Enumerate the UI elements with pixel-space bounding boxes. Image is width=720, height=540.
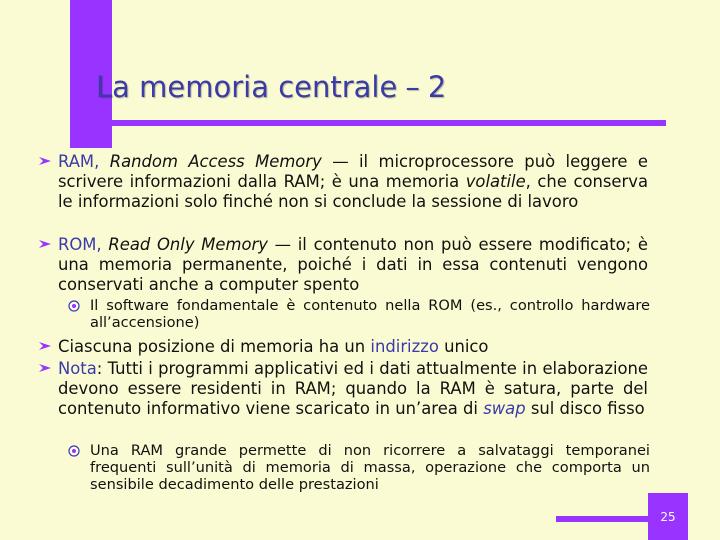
ram-expansion: Random Access Memory	[109, 152, 322, 171]
bullet-text	[58, 152, 648, 232]
rom-description: il contenuto non può essere modificato; è una memoria permanente, poiché i dati in essa contenuti vengono conservati anche a computer spento	[58, 235, 648, 294]
arrow-bullet-icon	[38, 237, 52, 251]
note-description: : Tutti i programmi applicativi ed i dati attualmente in elaborazione devono essere residenti in RAM; quando la RAM è satura, parte del contenuto informativo viene scaricato in un’area di	[58, 359, 648, 418]
slide-title	[96, 70, 446, 104]
arrow-bullet-icon	[38, 154, 52, 168]
circle-bullet-icon	[68, 445, 80, 457]
bullet-text	[58, 359, 648, 439]
subbullet-text: Una RAM grande permette di non ricorrere a salvataggi temporanei frequenti sull’unità di memoria di massa, operazione che comporta un sensibile decadimento delle prestazioni	[90, 442, 650, 493]
swap-term: swap	[483, 399, 526, 418]
address-text: Ciascuna posizione di memoria ha un	[58, 337, 366, 356]
title-text: La memoria centrale	[96, 70, 398, 104]
title-number: 2	[427, 70, 447, 104]
rom-term: ROM,	[58, 235, 102, 254]
circle-bullet-icon	[68, 300, 80, 312]
bottom-rule	[556, 516, 648, 522]
note-term: Nota	[58, 359, 97, 378]
title-rule	[70, 120, 666, 126]
ram-description-end: , che conserva le informazioni solo finché non si conclude la sessione di lavoro	[58, 172, 648, 211]
ram-term: RAM,	[58, 152, 100, 171]
em-dash: —	[274, 235, 292, 254]
title-dash: –	[405, 70, 420, 104]
address-text-end: unico	[444, 337, 489, 356]
rom-expansion: Read Only Memory	[108, 235, 268, 254]
volatile-term: volatile	[465, 172, 526, 191]
arrow-bullet-icon	[38, 339, 52, 353]
subbullet-text: Il software fondamentale è contenuto nella ROM (es., controllo hardware all’accensione)	[90, 297, 650, 331]
arrow-bullet-icon	[38, 361, 52, 375]
bullet-text	[58, 337, 648, 357]
note-description-end: sul disco fisso	[530, 399, 645, 418]
em-dash: —	[332, 152, 349, 171]
page-number	[648, 493, 688, 540]
ram-description: il microprocessore può leggere e scrivere informazioni dalla RAM; è una memoria	[58, 152, 648, 191]
address-term: indirizzo	[370, 337, 439, 356]
page-number-text: 25	[660, 509, 676, 524]
bullet-text	[58, 235, 648, 295]
